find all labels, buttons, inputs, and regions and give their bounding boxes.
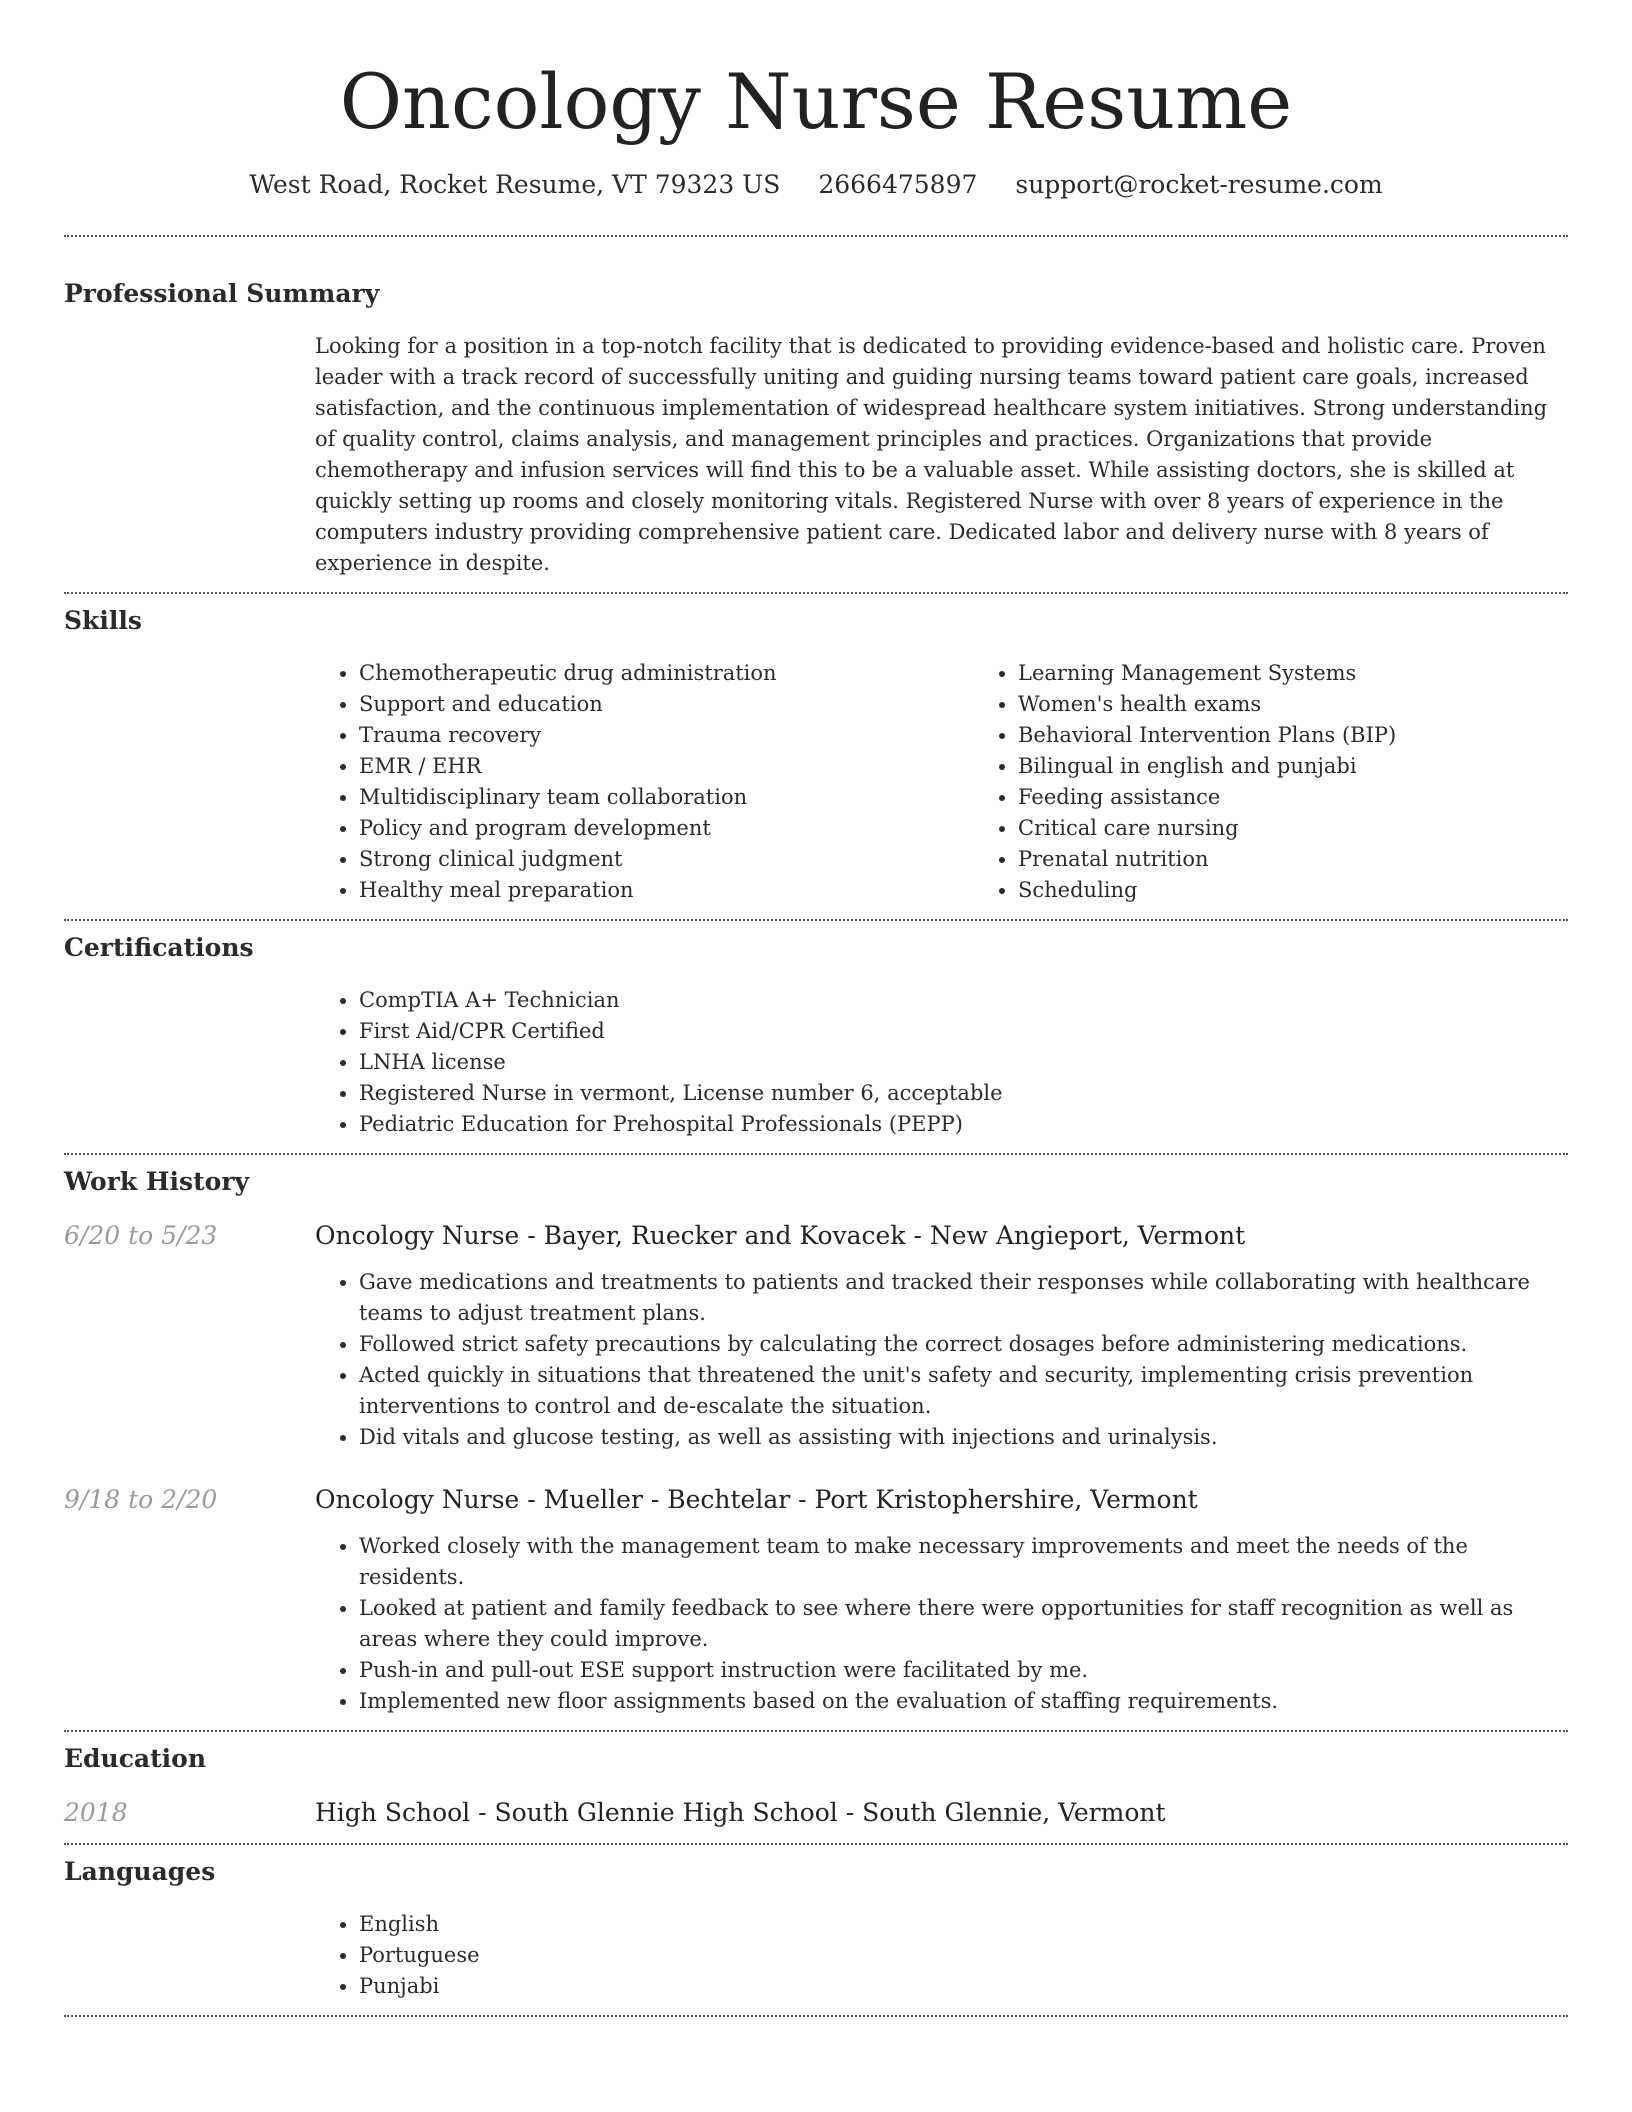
job-entry bbox=[64, 1219, 1568, 1453]
language-item: • Portuguese bbox=[359, 1940, 1568, 1971]
job-dates: 6/20 to 5/23 bbox=[64, 1221, 218, 1250]
job-header bbox=[64, 1219, 1568, 1253]
languages-heading: Languages bbox=[64, 1857, 216, 1886]
job-bullet: • Gave medications and treatments to patients and tracked their responses while collaborating with healthcare teams to adjust treatment plans. bbox=[359, 1267, 1568, 1329]
resume-page bbox=[64, 0, 1568, 2017]
summary-content bbox=[315, 331, 1568, 579]
skill-item: • Women's health exams bbox=[1018, 689, 1632, 720]
skill-item: • Bilingual in english and punjabi bbox=[1018, 751, 1632, 782]
section-divider bbox=[64, 2015, 1568, 2017]
job-dates: 9/18 to 2/20 bbox=[64, 1485, 218, 1514]
skills-section bbox=[64, 604, 1568, 906]
education-entry bbox=[64, 1796, 1568, 1830]
certifications-section bbox=[64, 931, 1568, 1140]
education-heading: Education bbox=[64, 1744, 207, 1773]
job-details bbox=[315, 1531, 1568, 1717]
skill-item: • Prenatal nutrition bbox=[1018, 844, 1632, 875]
certification-item: • Pediatric Education for Prehospital Professionals (PEPP) bbox=[359, 1109, 1568, 1140]
education-heading-text: High School - South Glennie High School - South Glennie, Vermont bbox=[315, 1798, 1166, 1827]
skill-item: • Strong clinical judgment bbox=[359, 844, 974, 875]
work-history-heading: Work History bbox=[64, 1167, 250, 1196]
section-divider bbox=[64, 592, 1568, 594]
job-bullet: • Worked closely with the management team to make necessary improvements and meet the needs of the residents. bbox=[359, 1531, 1568, 1593]
job-bullet: • Implemented new floor assignments based on the evaluation of staffing requirements. bbox=[359, 1686, 1568, 1717]
skill-item: • EMR / EHR bbox=[359, 751, 974, 782]
section-divider bbox=[64, 1153, 1568, 1155]
contact-phone: 2666475897 bbox=[818, 170, 978, 199]
job-bullet: • Followed strict safety precautions by calculating the correct dosages before administering medications. bbox=[359, 1329, 1568, 1360]
section-divider bbox=[64, 919, 1568, 921]
job-header bbox=[64, 1483, 1568, 1517]
skill-item: • Multidisciplinary team collaboration bbox=[359, 782, 974, 813]
job-heading: Oncology Nurse - Mueller - Bechtelar - Port Kristophershire, Vermont bbox=[315, 1485, 1198, 1514]
certification-item: • First Aid/CPR Certified bbox=[359, 1016, 1568, 1047]
section-divider bbox=[64, 1843, 1568, 1845]
skills-list-left bbox=[315, 658, 974, 906]
skill-item: • Chemotherapeutic drug administration bbox=[359, 658, 974, 689]
work-history-section bbox=[64, 1165, 1568, 1717]
certifications-content bbox=[315, 985, 1568, 1140]
section-divider bbox=[64, 235, 1568, 237]
skill-item: • Critical care nursing bbox=[1018, 813, 1632, 844]
summary-text: Looking for a position in a top-notch facility that is dedicated to providing evidence-based and holistic care. Proven leader with a track record of successfully uniting and guiding nursing teams toward patient care goals, increased satisfaction, and the continuous implementation of widespread healthcare system initiatives. Strong understanding of quality control, claims analysis, and management principles and practices. Organizations that provide chemotherapy and infusion services will find this to be a valuable asset. While assisting doctors, she is skilled at quickly setting up rooms and closely monitoring vitals. Registered Nurse with over 8 years of experience in the computers industry providing comprehensive patient care. Dedicated labor and delivery nurse with 8 years of experience in despite. bbox=[315, 334, 1548, 575]
job-details bbox=[315, 1267, 1568, 1453]
skill-item: • Support and education bbox=[359, 689, 974, 720]
section-divider bbox=[64, 1730, 1568, 1732]
contact-line bbox=[64, 168, 1568, 202]
certification-item: • CompTIA A+ Technician bbox=[359, 985, 1568, 1016]
skill-item: • Learning Management Systems bbox=[1018, 658, 1632, 689]
language-item: • English bbox=[359, 1909, 1568, 1940]
job-bullets bbox=[315, 1267, 1568, 1453]
job-bullet: • Did vitals and glucose testing, as well as assisting with injections and urinalysis. bbox=[359, 1422, 1568, 1453]
skill-item: • Healthy meal preparation bbox=[359, 875, 974, 906]
resume-title: Oncology Nurse Resume bbox=[339, 57, 1293, 146]
education-year: 2018 bbox=[64, 1798, 128, 1827]
certifications-list bbox=[315, 985, 1568, 1140]
summary-section bbox=[64, 277, 1568, 579]
skill-item: • Policy and program development bbox=[359, 813, 974, 844]
skills-list-right bbox=[974, 658, 1632, 906]
languages-list bbox=[315, 1909, 1568, 2002]
certification-item: • Registered Nurse in vermont, License number 6, acceptable bbox=[359, 1078, 1568, 1109]
certification-item: • LNHA license bbox=[359, 1047, 1568, 1078]
skill-item: • Feeding assistance bbox=[1018, 782, 1632, 813]
job-bullet: • Push-in and pull-out ESE support instruction were facilitated by me. bbox=[359, 1655, 1568, 1686]
education-section bbox=[64, 1742, 1568, 1830]
languages-content bbox=[315, 1909, 1568, 2002]
job-bullet: • Looked at patient and family feedback to see where there were opportunities for staff recognition as well as areas where they could improve. bbox=[359, 1593, 1568, 1655]
skill-item: • Behavioral Intervention Plans (BIP) bbox=[1018, 720, 1632, 751]
certifications-heading: Certifications bbox=[64, 933, 254, 962]
skill-item: • Scheduling bbox=[1018, 875, 1632, 906]
skill-item: • Trauma recovery bbox=[359, 720, 974, 751]
job-bullets bbox=[315, 1531, 1568, 1717]
job-entry bbox=[64, 1483, 1568, 1717]
job-heading: Oncology Nurse - Bayer, Ruecker and Kovacek - New Angieport, Vermont bbox=[315, 1221, 1246, 1250]
language-item: • Punjabi bbox=[359, 1971, 1568, 2002]
job-bullet: • Acted quickly in situations that threatened the unit's safety and security, implementing crisis prevention interventions to control and de-escalate the situation. bbox=[359, 1360, 1568, 1422]
skills-grid bbox=[315, 658, 1568, 906]
contact-address: West Road, Rocket Resume, VT 79323 US bbox=[249, 170, 781, 199]
languages-section bbox=[64, 1855, 1568, 2002]
summary-heading: Professional Summary bbox=[64, 279, 380, 308]
skills-heading: Skills bbox=[64, 606, 142, 635]
contact-email: support@rocket-resume.com bbox=[1015, 170, 1383, 199]
